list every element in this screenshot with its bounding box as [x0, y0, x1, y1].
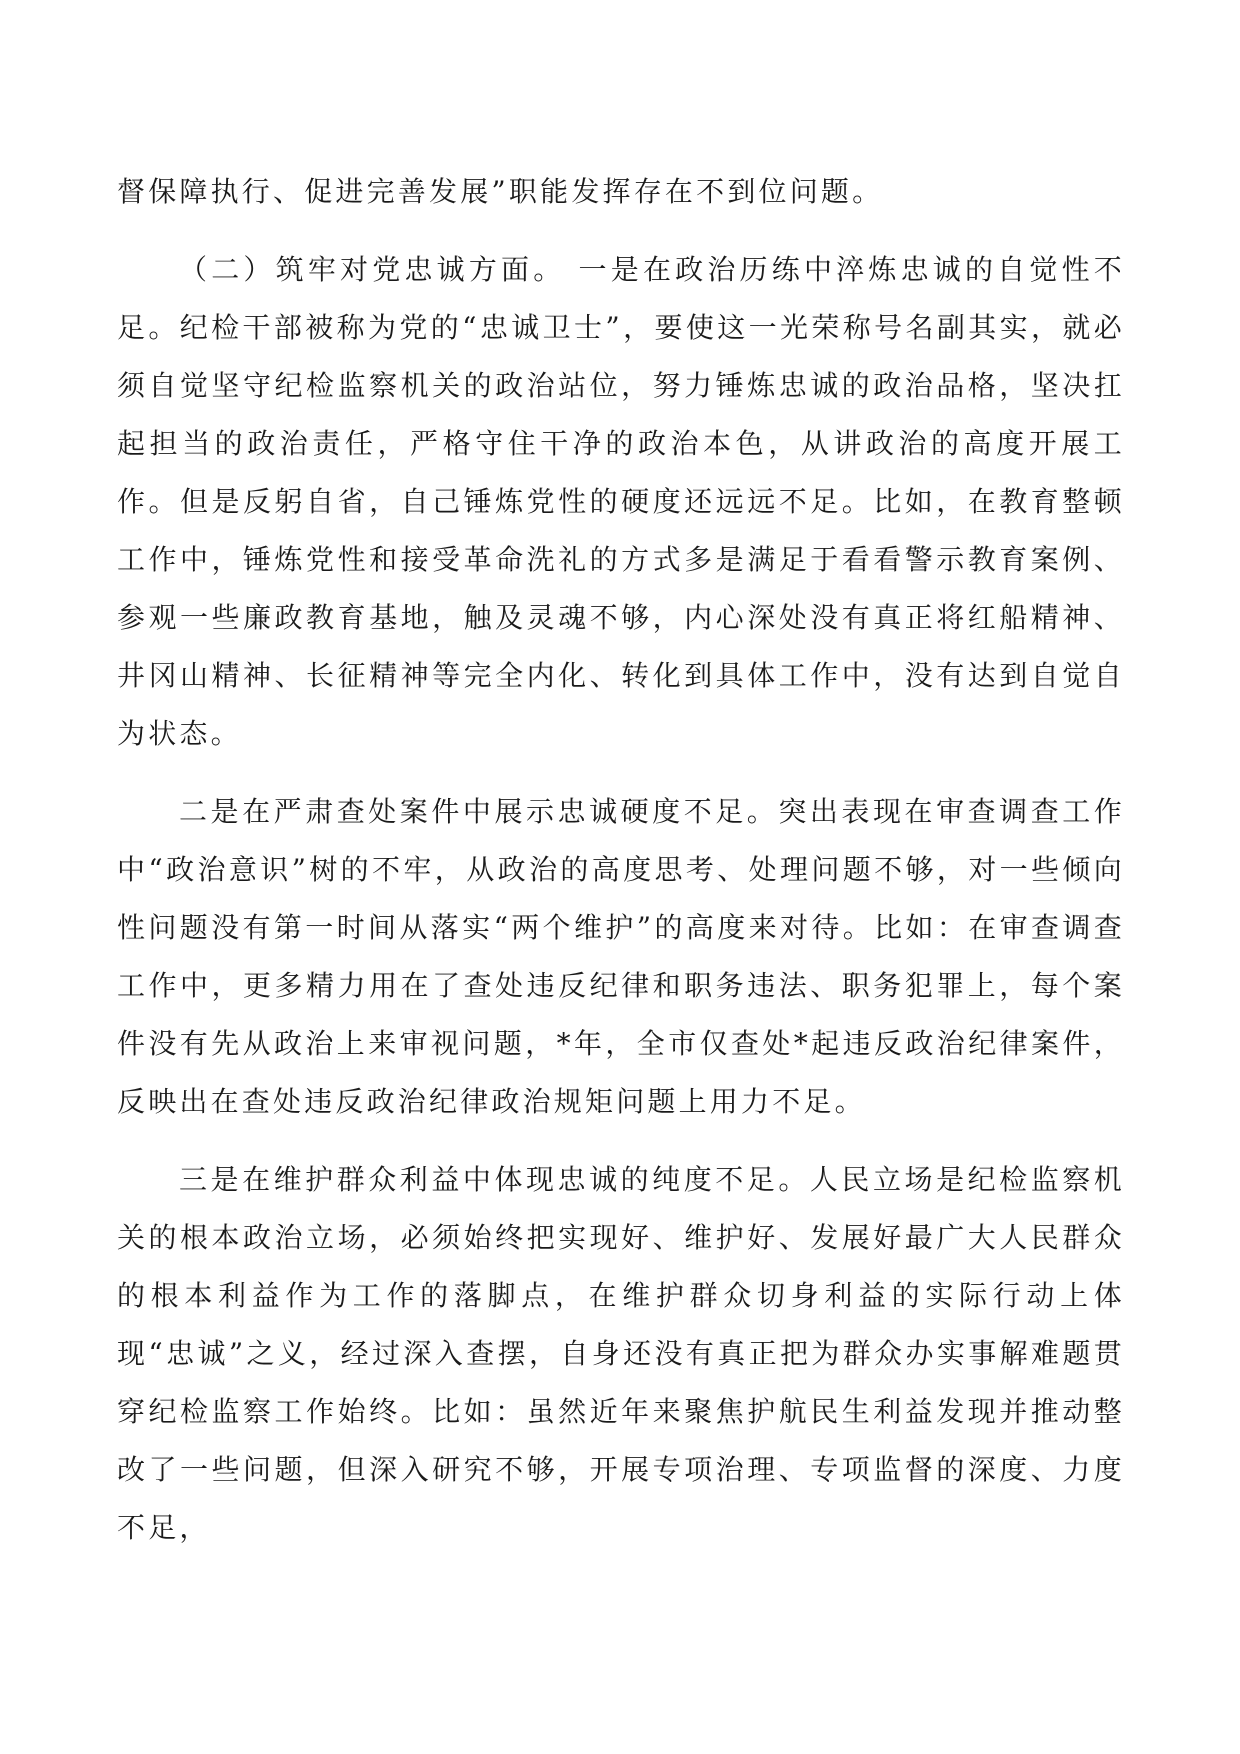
paragraph-case-handling: 二是在严肃查处案件中展示忠诚硬度不足。突出表现在审查调查工作中“政治意识”树的不牢，从政治的高度思考、处理问题不够，对一些倾向性问题没有第一时间从落实“两个维护”的高度来对待。比如：在审查调查工作中，更多精力用在了查处违反纪律和职务违法、职务犯罪上，每个案件没有先从政治上来审视问题，*年，全市仅查处*起违反政治纪律案件，反映出在查处违反政治纪律政治规矩问题上用力不足。 [117, 795, 1125, 1118]
paragraph-loyalty-section: （二）筑牢对党忠诚方面。 一是在政治历练中淬炼忠诚的自觉性不足。纪检干部被称为党的“忠诚卫士”，要使这一光荣称号名副其实，就必须自觉坚守纪检监察机关的政治站位，努力锤炼忠诚的政治品格，坚决扛起担当的政治责任，严格守住干净的政治本色，从讲政治的高度开展工作。但是反躬自省，自己锤炼党性的硬度还远远不足。比如，在教育整顿工作中，锤炼党性和接受革命洗礼的方式多是满足于看看警示教育案例、参观一些廉政教育基地，触及灵魂不够，内心深处没有真正将红船精神、井冈山精神、长征精神等完全内化、转化到具体工作中，没有达到自觉自为状态。 [117, 253, 1125, 750]
document-body [117, 163, 1125, 1557]
paragraph-continuation: 督保障执行、促进完善发展”职能发挥存在不到位问题。 [117, 175, 884, 208]
paragraph-public-interest: 三是在维护群众利益中体现忠诚的纯度不足。人民立场是纪检监察机关的根本政治立场，必须始终把实现好、维护好、发展好最广大人民群众的根本利益作为工作的落脚点，在维护群众切身利益的实际行动上体现“忠诚”之义，经过深入查摆，自身还没有真正把为群众办实事解难题贯穿纪检监察工作始终。比如：虽然近年来聚焦护航民生利益发现并推动整改了一些问题，但深入研究不够，开展专项治理、专项监督的深度、力度不足， [117, 1163, 1125, 1544]
